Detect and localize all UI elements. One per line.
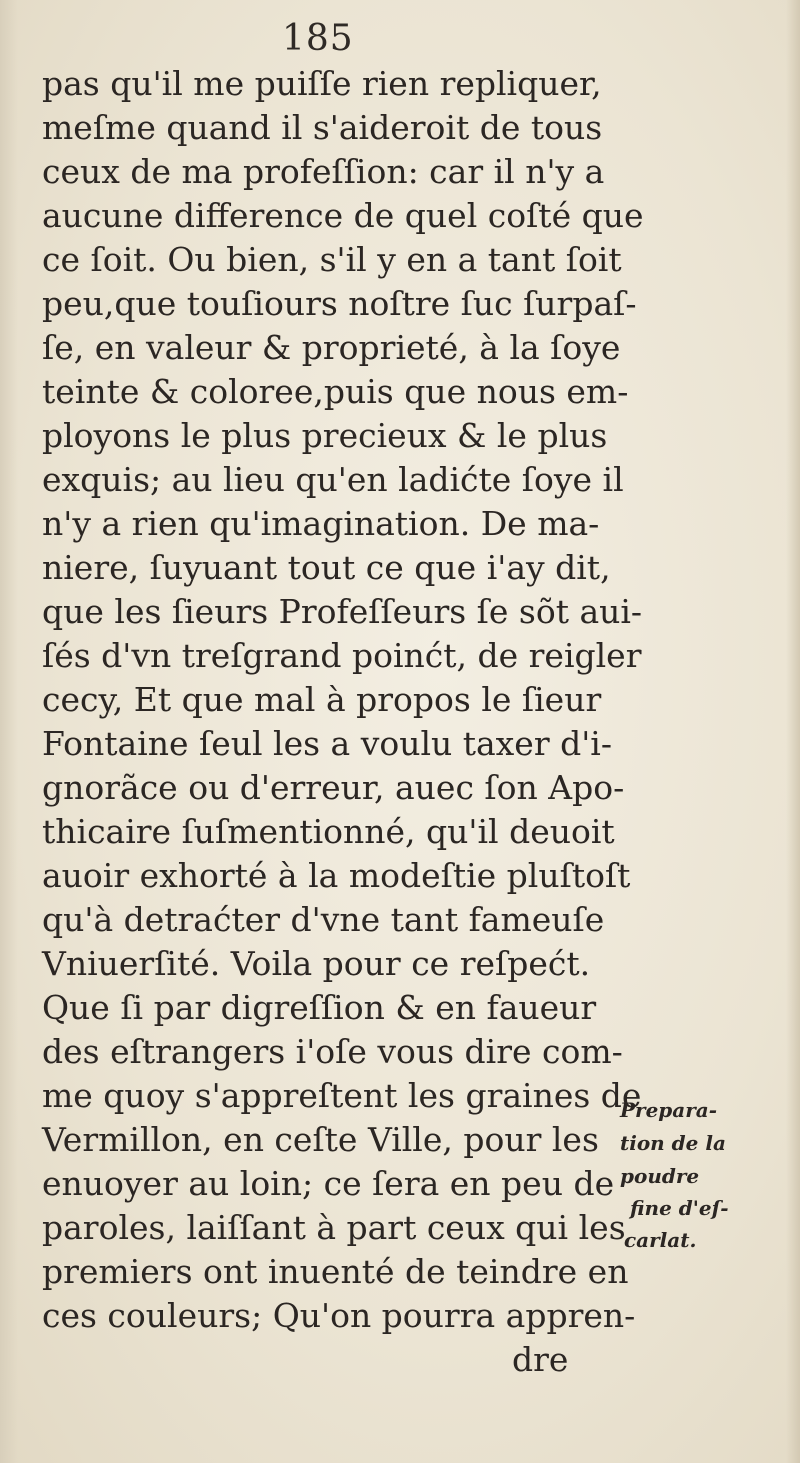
text-line: Vermillon, en ceſte Ville, pour les bbox=[42, 1120, 599, 1159]
text-line: qu'à detraćter d'vne tant fameuſe bbox=[42, 900, 605, 939]
text-line: aucune difference de quel coſté que bbox=[42, 196, 644, 235]
text-line: Que ſi par digreſſion & en faueur bbox=[42, 988, 597, 1027]
text-line: auoir exhorté à la modeſtie pluſtoſt bbox=[42, 856, 631, 895]
page-edge-right bbox=[786, 0, 800, 1463]
text-line: enuoyer au loin; ce ſera en peu de bbox=[42, 1164, 615, 1203]
text-line: premiers ont inuenté de teindre en bbox=[42, 1252, 629, 1291]
text-line: teinte & coloree,puis que nous em- bbox=[42, 372, 629, 411]
text-line: Fontaine ſeul les a voulu taxer d'i- bbox=[42, 724, 612, 763]
text-line: que les ſieurs Profeſſeurs ſe sõt aui- bbox=[42, 592, 643, 631]
text-line: gnorãce ou d'erreur, auec ſon Apo- bbox=[42, 768, 625, 807]
text-line: exquis; au lieu qu'en ladićte ſoye il bbox=[42, 460, 624, 499]
marginal-note-line: carlat. bbox=[624, 1228, 697, 1252]
text-line: niere, ſuyuant tout ce que i'ay dit, bbox=[42, 548, 611, 587]
text-line: des eſtrangers i'oſe vous dire com- bbox=[42, 1032, 623, 1071]
marginal-note-line: poudre bbox=[620, 1164, 700, 1188]
text-line: ſe, en valeur & proprieté, à la ſoye bbox=[42, 328, 621, 367]
marginal-note-line: Prepara- bbox=[620, 1098, 718, 1122]
marginal-note-line: fine d'eſ- bbox=[630, 1196, 729, 1220]
text-line: thicaire ſuſmentionné, qu'il deuoit bbox=[42, 812, 615, 851]
text-line: ces couleurs; Qu'on pourra appren- bbox=[42, 1296, 636, 1335]
marginal-note-line: tion de la bbox=[620, 1131, 726, 1155]
text-line: ceux de ma profeſſion: car il n'y a bbox=[42, 152, 605, 191]
text-line: cecy, Et que mal à propos le ſieur bbox=[42, 680, 602, 719]
page-gutter-left bbox=[0, 0, 18, 1463]
text-line: ce ſoit. Ou bien, s'il y en a tant ſoit bbox=[42, 240, 622, 279]
text-line: pas qu'il me puiſſe rien repliquer, bbox=[42, 64, 602, 103]
text-line: ſés d'vn treſgrand poinćt, de reigler bbox=[42, 636, 642, 675]
text-line: paroles, laiſſant à part ceux qui les bbox=[42, 1208, 626, 1247]
text-line: Vniuerſité. Voila pour ce reſpećt. bbox=[42, 944, 591, 983]
text-line: peu,que touſiours noſtre ſuc ſurpaſ- bbox=[42, 284, 637, 323]
text-line: n'y a rien qu'imagination. De ma- bbox=[42, 504, 600, 543]
text-line: ployons le plus precieux & le plus bbox=[42, 416, 608, 455]
text-line-catchword: dre bbox=[512, 1340, 569, 1379]
text-line: meſme quand il s'aideroit de tous bbox=[42, 108, 603, 147]
page-number: 185 bbox=[282, 18, 354, 59]
text-line: me quoy s'appreſtent les graines de bbox=[42, 1076, 642, 1115]
